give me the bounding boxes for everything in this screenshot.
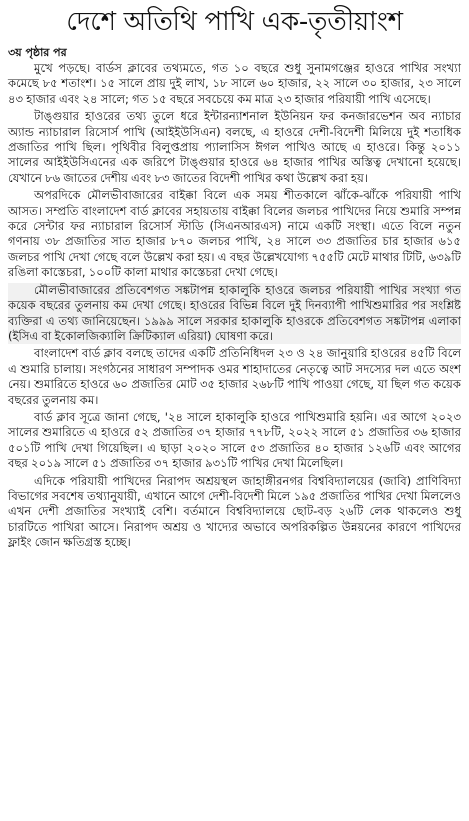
article-paragraph-6: বার্ড ক্লাব সূত্রে জানা গেছে, '২৪ সালে হাকালুকি হাওরে পাখিশুমারি হয়নি। এর আগে ২০২৩ সালের শুমারিতে এ হাওরে ৫২ প্রজাতির ৩৭ হাজার ৭৭৮টি, ২০২২ সালে ৫১ প্রজাতির ৩৬ হাজার ৫০১টি পাখি দেখা গিয়েছিল। এ ছাড়া ২০২০ সালে ৫৩ প্রজাতির ৪০ হাজার ১২৬টি এবং আগের বছর ২০১৯ সালে ৫১ প্রজাতির ৩৭ হাজার ৯৩১টি পাখির দেখা মিলেছিল। — [8, 409, 461, 471]
article-paragraph-1: মুখে পড়ছে। বার্ডস ক্লাবের তথ্যমতে, গত ১০ বছরে শুধু সুনামগঞ্জের হাওরে পাখির সংখ্যা কমেছে ৮৫ শতাংশ। ১৫ সালে প্রায় দুই লাখ, ১৮ সালে ৬০ হাজার, ২২ সালে ৩০ হাজার, ২৩ সালে ৪৩ হাজার এবং ২৪ সালে; গত ১৫ বছরে সবচেয়ে কম মাত্র ২৩ হাজার পরিযায়ী পাখি এসেছে। — [8, 61, 461, 106]
article-paragraph-5: বাংলাদেশ বার্ড ক্লাব বলছে তাদের একটি প্রতিনিধিদল ২৩ ও ২৪ জানুয়ারি হাওরের ৪৫টি বিলে এ শুমারি চালায়। সংগঠনের সাধারণ সম্পাদক ওমর শাহাদাতের নেতৃত্বে আট সদস্যের দল এতে অংশ নেয়। শুমারিতে হাওরে ৬০ প্রজাতির মোট ৩৫ হাজার ২৬৮টি পাখি পাওয়া গেছে, যা ছিল গত কয়েক বছরের তুলনায় কম। — [8, 346, 461, 407]
news-article — [0, 4, 469, 821]
article-paragraph-4: মৌলভীবাজারের প্রতিবেশগত সঙ্কটাপন্ন হাকালুকি হাওরে জলচর পরিযায়ী পাখির সংখ্যা গত কয়েক বছরের তুলনায় কম দেখা গেছে। হাওরের বিভিন্ন বিলে দুই দিনব্যাপী পাখিশুমারির পর সংশ্লিষ্ট ব্যক্তিরা এ তথ্য জানিয়েছেন। ১৯৯৯ সালে সরকার হাকালুকি হাওরকে প্রতিবেশগত সঙ্কটাপন্ন এলাকা (ইসিএ বা ইকোলজিক্যালি ক্রিটিক্যাল এরিয়া) ঘোষণা করে। — [8, 282, 461, 343]
continued-from-label: ৩য় পৃষ্ঠার পর — [8, 46, 67, 59]
article-paragraph-2: টাঙ্গুয়ার হাওরের তথ্য তুলে ধরে ইন্টারন্যাশনাল ইউনিয়ন ফর কনজারভেশন অব ন্যাচার অ্যান্ড ন্যাচারাল রিসোর্স পাখি (আইইউসিএন) বলছে, এ হাওরে দেশী-বিদেশী মিলিয়ে দুই শতাধিক প্রজাতির পাখি ছিল। পৃথিবীর বিলুপ্তপ্রায় প্যালাসিস ঈগল পাখিও আছে এ হাওরে। কিন্তু ২০১১ সালের আইইউসিএনের এক জরিপে টাঙ্গুয়ার হাওরে ৬৪ হাজার পাখির অস্তিত্ব দেখানো হয়েছে। যেখানে ৮৬ জাতের দেশীয় এবং ৮৩ জাতের বিদেশী পাখির কথা উল্লেখ করা হয়। — [8, 109, 461, 185]
article-headline: দেশে অতিথি পাখি এক-তৃতীয়াংশ — [66, 7, 403, 37]
article-paragraph-3: অপরদিকে মৌলভীবাজারের বাইক্কা বিলে এক সময় শীতকালে ঝাঁকে-ঝাঁকে পরিযায়ী পাখি আসত। সম্প্রতি বাংলাদেশ বার্ড ক্লাবের সহায়তায় বাইক্কা বিলের জলচর পাখিদের নিয়ে শুমারি সম্পন্ন করে সেন্টার ফর ন্যাচারাল রিসোর্স স্টাডি (সিএনআরএস) নামে একটি সংস্থা। এতে বিলে নতুন গণনায় ৩৮ প্রজাতির সাত হাজার ৮৭০ জলচর পাখি, ২৪ সালে ৩৩ প্রজাতির চার হাজার ৬১৫ জলচর পাখি দেখা গেছে বলে উল্লেখ করা হয়। এ বছর উল্লেখযোগ্য ৭৫৫টি মেটে মাথার টিটি, ৬৩৯টি রঙিলা কাস্তেচরা, ১০০টি কালা মাথার কাস্তেচরা দেখা গেছে। — [8, 188, 461, 280]
article-paragraph-7: এদিকে পরিযায়ী পাখিদের নিরাপদ অশ্রয়স্থল জাহাঙ্গীরনগর বিশ্ববিদ্যালয়ের (জাবি) প্রাণিবিদ্যা বিভাগের সবশেষ তথ্যানুযায়ী, এখানে আগে দেশী-বিদেশী মিলে ১৯৫ প্রজাতির পাখির দেখা মিললেও এখন দেশী প্রজাতির সংখ্যাই বেশি। বর্তমানে বিশ্ববিদ্যালয়ে ছোট-বড় ২৬টি লেক থাকলেও শুধু চারটিতে পাখিরা আসে। নিরাপদ অশ্রয় ও খাদ্যের অভাবে অপরিকল্পিত উন্নয়নের কারণে পাখিদের ফ্লাইং জোন ক্ষতিগ্রস্ত হচ্ছে। — [8, 473, 461, 550]
